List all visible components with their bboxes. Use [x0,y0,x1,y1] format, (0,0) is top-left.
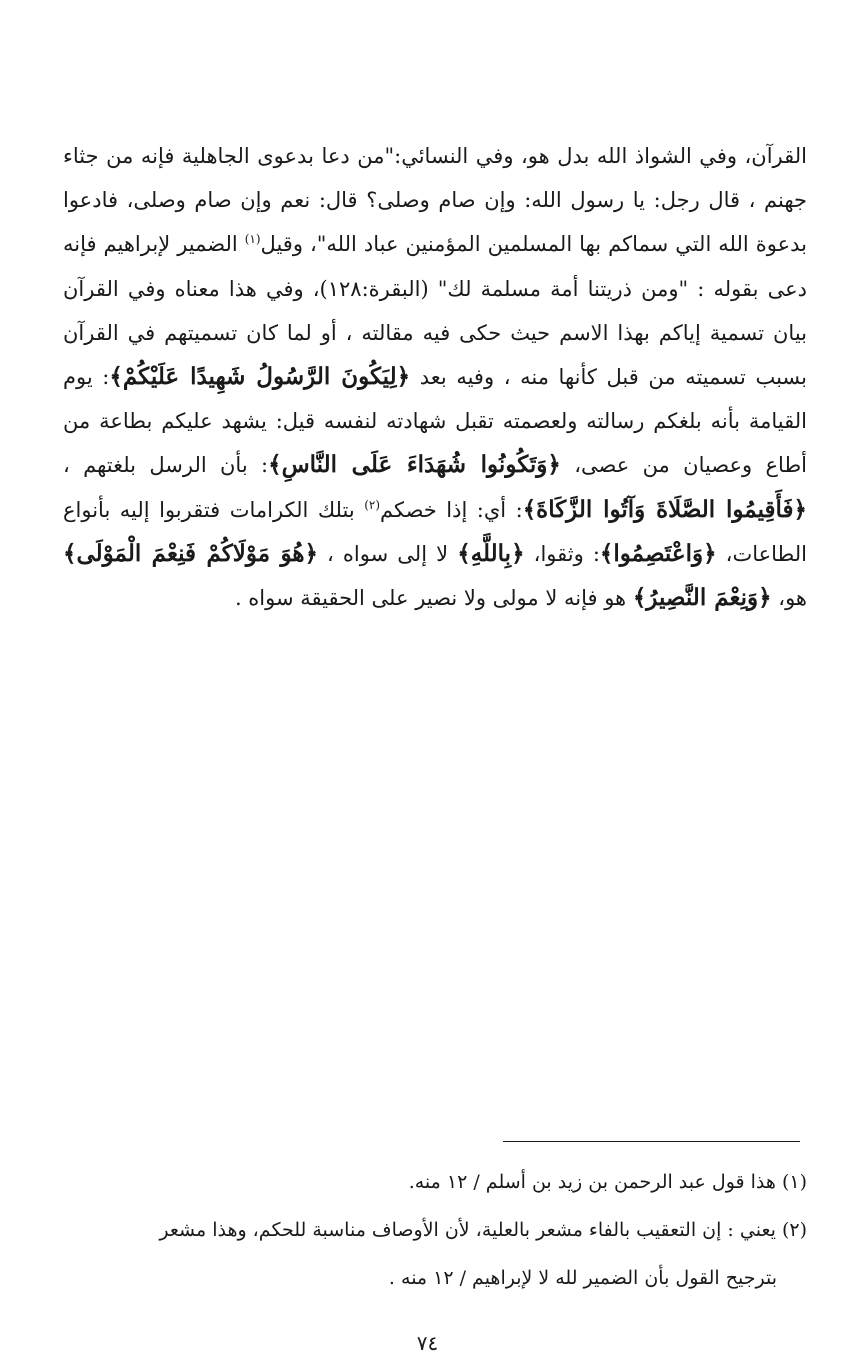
quran-quote: ﴿هُوَ مَوْلَاكُمْ فَنِعْمَ الْمَوْلَى﴾ [63,539,318,567]
text-segment: : بأن الرسل بلغتهم ، [63,453,269,478]
main-paragraph [63,134,807,620]
footnote-divider [503,1141,800,1142]
footnotes [63,1158,807,1302]
text-segment: : أي: إذا خصكم [380,497,523,522]
footnote-1: (١) هذا قول عبد الرحمن بن زيد بن أسلم / ١٢ منه. [408,1171,807,1193]
quran-quote: ﴿وَاعْتَصِمُوا﴾ [599,539,717,567]
text-segment: هو فإنه لا مولى ولا نصير على الحقيقة سواه . [234,586,633,611]
text-segment: : يوم القيامة بأنه بلغكم رسالته ولعصمته تقبل شهادته لنفسه قيل: يشهد عليكم بطاعة من أطاع وعصيان من عصى، [63,365,807,478]
footnote-2-continuation: بترجيح القول بأن الضمير لله لا لإبراهيم / ١٢ منه . [388,1267,777,1289]
text-segment: لا إلى سواه ، [317,541,458,566]
text-segment: القرآن، وفي الشواذ الله بدل هو، وفي النسائي:"من دعا بدعوى الجاهلية فإنه من جثاء جهنم ، قال رجل: يا رسول الله: وإن صام وصلى؟ قال: نعم وإن صام وصلى، فادعوا بدعوة الله التي سماكم بها المسلمين المؤمنين عباد الله"، وقيل [63,144,807,257]
quran-quote: ﴿لِيَكُونَ الرَّسُولُ شَهِيدًا عَلَيْكُمْ﴾ [109,363,411,391]
quran-quote: ﴿وَتَكُونُوا شُهَدَاءَ عَلَى النَّاسِ﴾ [268,451,561,479]
footnote-ref-2[interactable]: (٢) [364,497,381,512]
page-number: ٧٤ [416,1331,439,1355]
text-segment: : وثقوا، [524,541,600,566]
text-segment: بتلك الكرامات فتقربوا إليه بأنواع الطاعات، [63,497,807,566]
text-segment: هو، [771,586,807,611]
quran-quote: ﴿بِاللَّهِ﴾ [457,539,525,567]
main-text [63,134,807,620]
footnote-2: (٢) يعني : إن التعقيب بالفاء مشعر بالعلية، لأن الأوصاف مناسبة للحكم، وهذا مشعر [159,1219,807,1241]
quran-quote: ﴿فَأَقِيمُوا الصَّلَاةَ وَآتُوا الزَّكَاةَ﴾ [522,495,807,523]
quran-quote: ﴿وَنِعْمَ النَّصِيرُ﴾ [632,584,772,612]
text-segment: الضمير لإبراهيم فإنه دعى بقوله : "ومن ذريتنا أمة مسلمة لك" (البقرة:١٢٨)، وفي هذا معناه وفي القرآن بيان تسمية إياكم بهذا الاسم حيث حكى فيه مقالته ، أو لما كان تسميتهم في القرآن بسبب تسميته من قبل كأنها منه ، وفيه بعد [63,232,808,390]
footnote-ref-1[interactable]: (١) [244,232,261,247]
